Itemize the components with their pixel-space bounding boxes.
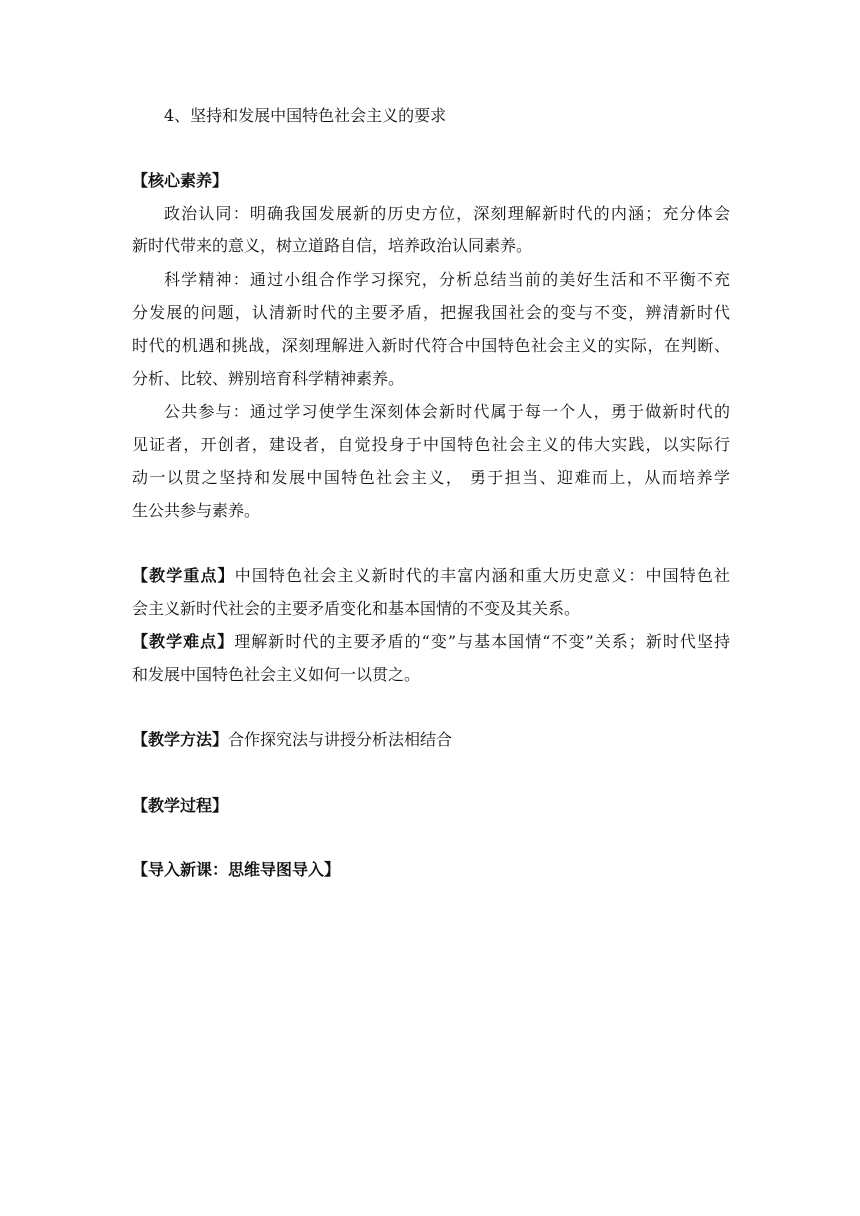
science-line-3: 时代的机遇和挑战，深刻理解进入新时代符合中国特色社会主义的实际，在判断、 <box>132 336 730 355</box>
method-label: 【教学方法】 <box>132 730 229 749</box>
key-point-line-1 <box>132 566 730 586</box>
key-point-text-1: 中国特色社会主义新时代的丰富内涵和重大历史意义：中国特色社 <box>234 566 730 585</box>
political-line-1: 政治认同：明确我国发展新的历史方位，深刻理解新时代的内涵；充分体会 <box>164 204 730 223</box>
difficult-point-text-1: 理解新时代的主要矛盾的“变”与基本国情“不变”关系；新时代坚持 <box>234 632 730 651</box>
method-line <box>132 730 452 750</box>
method-text: 合作探究法与讲授分析法相结合 <box>228 730 453 749</box>
process-heading: 【教学过程】 <box>132 796 229 815</box>
science-line-1: 科学精神：通过小组合作学习探究，分析总结当前的美好生活和不平衡不充 <box>164 270 730 289</box>
difficult-point-line-1 <box>132 632 730 652</box>
public-line-3: 动一以贯之坚持和发展中国特色社会主义， 勇于担当、迎难而上，从而培养学 <box>132 468 730 487</box>
key-point-label: 【教学重点】 <box>132 566 235 585</box>
intro-heading: 【导入新课：思维导图导入】 <box>132 860 341 879</box>
key-point-line-2: 会主义新时代社会的主要矛盾变化和基本国情的不变及其关系。 <box>132 599 581 618</box>
public-line-4: 生公共参与素养。 <box>132 501 261 520</box>
requirements-item: 4、坚持和发展中国特色社会主义的要求 <box>164 106 447 125</box>
difficult-point-label: 【教学难点】 <box>132 632 235 651</box>
difficult-point-line-2: 和发展中国特色社会主义如何一以贯之。 <box>132 665 421 684</box>
public-line-2: 见证者，开创者，建设者，自觉投身于中国特色社会主义的伟大实践，以实际行 <box>132 435 730 454</box>
science-line-2: 分发展的问题，认清新时代的主要矛盾，把握我国社会的变与不变，辨清新时代 <box>132 303 730 322</box>
political-line-2: 新时代带来的意义，树立道路自信，培养政治认同素养。 <box>132 236 533 255</box>
science-line-4: 分析、比较、辨别培育科学精神素养。 <box>132 369 405 388</box>
public-line-1: 公共参与：通过学习使学生深刻体会新时代属于每一个人，勇于做新时代的 <box>164 402 730 421</box>
core-literacy-heading: 【核心素养】 <box>132 171 229 190</box>
